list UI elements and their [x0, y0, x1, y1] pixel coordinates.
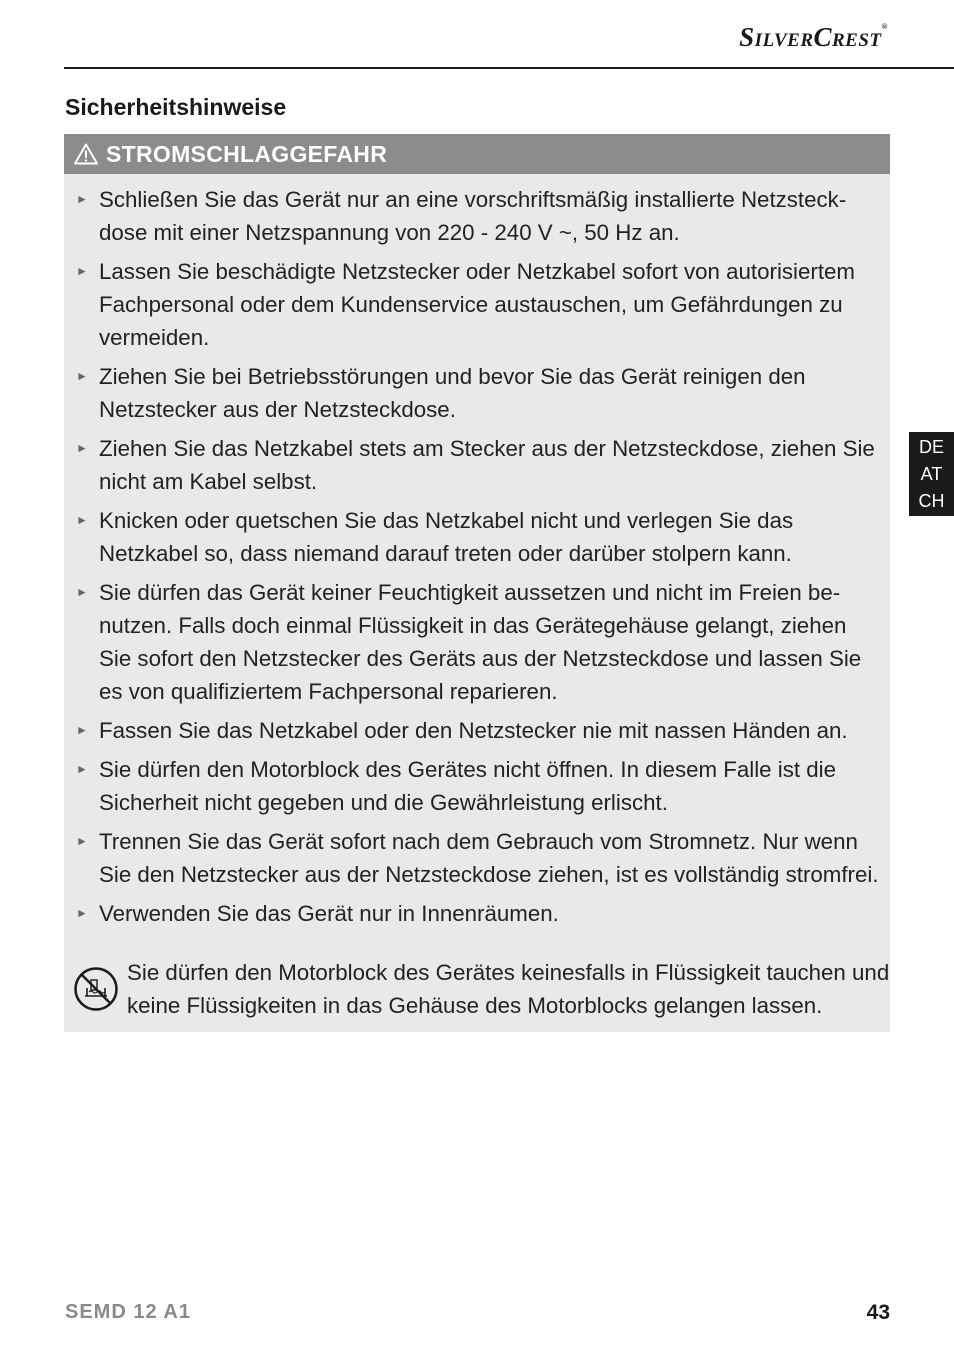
list-item-text: Ziehen Sie bei Betriebsstörungen und bevor Sie das Gerät reinigen den Netzstecker aus der Netzsteckdose.	[99, 364, 806, 422]
list-item	[64, 255, 890, 354]
list-item-text: Fassen Sie das Netzkabel oder den Netzstecker nie mit nassen Händen an.	[99, 718, 848, 743]
bullet-arrow-icon: ►	[76, 585, 88, 599]
list-item	[64, 504, 890, 570]
page-number: 43	[866, 1301, 890, 1324]
list-item	[64, 360, 890, 426]
language-tab	[909, 432, 954, 516]
list-item	[64, 825, 890, 891]
brand-logo	[739, 22, 888, 53]
list-item	[64, 753, 890, 819]
section-title: Sicherheitshinweise	[65, 94, 287, 120]
list-item-text: Sie dürfen den Motorblock des Gerätes nicht öffnen. In diesem Falle ist die Sicherheit nicht gegeben und die Gewährleistung erlischt.	[99, 757, 837, 815]
language-at: AT	[920, 464, 943, 484]
list-item-text: Sie dürfen das Gerät keiner Feuchtigkeit aussetzen und nicht im Freien be-nutzen. Falls doch einmal Flüssigkeit in das Gerätegehäuse gelangt, ziehen Sie sofort den Netzstecker des Geräts aus der Netzsteckdose und lassen Sie es von qualifiziertem Fachpersonal reparieren.	[99, 580, 862, 704]
list-item	[64, 576, 890, 708]
list-item-text: Verwenden Sie das Gerät nur in Innenräumen.	[99, 901, 559, 926]
list-item	[64, 183, 890, 249]
list-item	[64, 897, 890, 930]
list-item	[64, 714, 890, 747]
bullet-arrow-icon: ►	[76, 441, 88, 455]
bullet-arrow-icon: ►	[76, 906, 88, 920]
safety-panel	[64, 134, 890, 1032]
language-de: DE	[918, 437, 944, 457]
brand-name: SilverCrest	[739, 22, 882, 52]
bullet-arrow-icon: ►	[76, 513, 88, 527]
safety-list	[64, 174, 890, 930]
language-ch: CH	[918, 491, 945, 511]
bullet-arrow-icon: ►	[76, 192, 88, 206]
warning-triangle-icon	[74, 143, 98, 165]
warning-label: STROMSCHLAGGEFAHR	[106, 140, 388, 167]
footer-model: SEMD 12 A1	[65, 1301, 191, 1323]
warning-bar	[64, 134, 890, 174]
bullet-arrow-icon: ►	[76, 723, 88, 737]
header-divider	[64, 67, 954, 69]
registered-mark: ®	[881, 22, 888, 31]
list-item-text: Lassen Sie beschädigte Netzstecker oder Netzkabel sofort von autorisiertem Fachpersonal oder dem Kundenservice austauschen, um Gefährdungen zu vermeiden.	[99, 259, 856, 350]
bullet-arrow-icon: ►	[76, 762, 88, 776]
list-item-text: Schließen Sie das Gerät nur an eine vorschriftsmäßig installierte Netzsteck-dose mit einer Netzspannung von 220 - 240 V ~, 50 Hz an.	[99, 187, 847, 245]
list-item-text: Trennen Sie das Gerät sofort nach dem Gebrauch vom Stromnetz. Nur wenn Sie den Netzstecker aus der Netzsteckdose ziehen, ist es vollständig stromfrei.	[99, 829, 879, 887]
list-item-text: Knicken oder quetschen Sie das Netzkabel nicht und verlegen Sie das Netzkabel so, dass niemand darauf treten oder darüber stolpern kann.	[99, 508, 794, 566]
immersion-notice	[64, 956, 890, 1022]
do-not-immerse-icon	[73, 966, 119, 1012]
list-item	[64, 432, 890, 498]
bullet-arrow-icon: ►	[76, 369, 88, 383]
bullet-arrow-icon: ►	[76, 834, 88, 848]
list-item-text: Ziehen Sie das Netzkabel stets am Stecker aus der Netzsteckdose, ziehen Sie nicht am Kabel selbst.	[99, 436, 875, 494]
notice-text: Sie dürfen den Motorblock des Gerätes keinesfalls in Flüssigkeit tauchen und keine Flüssigkeiten in das Gehäuse des Motorblocks gelangen lassen.	[127, 960, 890, 1018]
bullet-arrow-icon: ►	[76, 264, 88, 278]
